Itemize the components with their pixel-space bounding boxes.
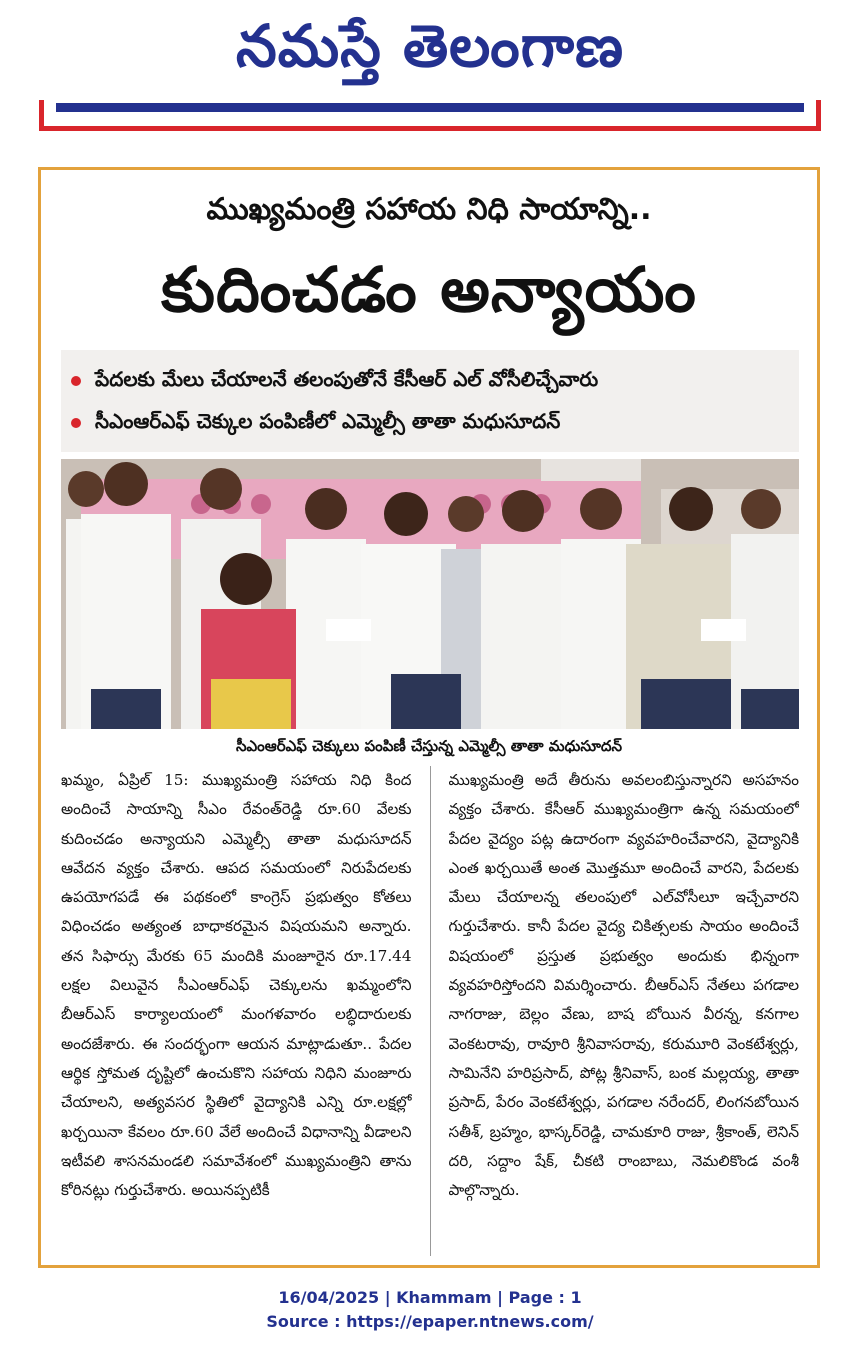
footer-date-line: 16/04/2025 | Khammam | Page : 1 xyxy=(278,1288,582,1307)
highlight-text: సీఎంఆర్ఎఫ్ చెక్కుల పంపిణీలో ఎమ్మెల్సీ తాతా మధుసూదన్ xyxy=(95,408,561,433)
masthead xyxy=(0,0,860,140)
highlight-text: పేదలకు మేలు చేయాలనే తలంపుతోనే కేసీఆర్ ఎల్ వోసీలిచ్చేవారు xyxy=(95,366,599,391)
body-column-right: ముఖ్యమంత్రి అదే తీరును అవలంబిస్తున్నారని అసహనం వ్యక్తం చేశారు. కేసీఆర్ ముఖ్యమంత్రిగా ఉన్న సమయంలో పేదల వైద్యం పట్ల ఉదారంగా వ్యవహరించేవారని, వైద్యానికి ఎంత ఖర్చయితే అంత మొత్తమూ అందించే వారని, పేదలకు మేలు చేయాలన్న తలంపులో ఎల్‌వోసీలూ ఇచ్చేవారని గుర్తుచేశారు. కానీ పేదల వైద్య చికిత్సలకు సాయం అందించే విషయంలో ప్రస్తుత ప్రభుత్వం అందుకు భిన్నంగా వ్యవహరిస్తోందని విమర్శించారు. బీఆర్ఎస్ నేతలు పగడాల నాగరాజు, బెల్లం వేణు, బాష బోయిన వీరన్న, కనగాల వెంకటరావు, రావూరి శ్రీనివాసరావు, కరుమూరి వెంకటేశ్వర్లు, సామినేని హరిప్రసాద్, పోట్ల శ్రీనివాస్, బంక మల్లయ్య, తాతా ప్రసాద్, పేరం వెంకటేశ్వర్లు, పగడాల నరేందర్, లింగనబోయిన సతీశ్, బ్రహ్మం, భాస్కర్‌రెడ్డి, చామకూరి రాజు, శ్రీకాంత్, లెనిన్ దరి, సద్దాం షేక్, చీకటి రాంబాబు, నెమలికొండ వంశీ పాల్గొన్నారు. xyxy=(448,771,799,1200)
group-photo-image xyxy=(61,459,799,729)
article-headline: కుదించడం అన్యాయం xyxy=(161,253,697,326)
article-kicker: ముఖ్యమంత్రి సహాయ నిధి సాయాన్ని.. xyxy=(206,192,652,227)
bullet-dot-icon xyxy=(71,418,81,428)
article-body xyxy=(61,766,799,1256)
newspaper-logo: నమస్తే తెలంగాణ xyxy=(236,12,624,80)
masthead-blue-rule xyxy=(56,103,804,112)
highlight-box xyxy=(61,350,799,452)
photo-caption: సీఎంఆర్ఎఫ్ చెక్కులు పంపిణీ చేస్తున్న ఎమ్మెల్సీ తాతా మధుసూదన్ xyxy=(235,737,623,755)
column-divider xyxy=(430,766,431,1256)
highlight-bullet xyxy=(71,402,799,444)
highlight-bullet xyxy=(71,360,799,402)
footer-source-line: Source : https://epaper.ntnews.com/ xyxy=(266,1312,594,1331)
news-photo xyxy=(61,459,799,729)
body-column-left: ఖమ్మం, ఏప్రిల్ 15: ముఖ్యమంత్రి సహాయ నిధి కింద అందించే సాయాన్ని సీఎం రేవంత్‌రెడ్డి రూ.60 వేలకు కుదించడం అన్యాయని ఎమ్మెల్సీ తాతా మధుసూదన్ ఆవేదన వ్యక్తం చేశారు. ఆపద సమయంలో నిరుపేదలకు ఉపయోగపడే ఈ పథకంలో కాంగ్రెస్ ప్రభుత్వం కోతలు విధించడం అత్యంత బాధాకరమైన విషయమని అన్నారు. తన సిఫార్సు మేరకు 65 మందికి మంజూరైన రూ.17.44 లక్షల విలువైన సీఎంఆర్ఎఫ్ చెక్కులను ఖమ్మంలోని బీఆర్ఎస్ కార్యాలయంలో మంగళవారం లబ్ధిదారులకు అందజేశారు. ఈ సందర్భంగా ఆయన మాట్లాడుతూ.. పేదల ఆర్థిక స్తోమత దృష్టిలో ఉంచుకొని సహాయ నిధిని మంజూరు చేయాలని, అత్యవసర స్థితిలో వైద్యానికి ఎన్ని రూ.లక్షల్లో ఖర్చయినా కేవలం రూ.60 వేలే అందించే విధానాన్ని వీడాలని ఇటీవలి శాసనమండలి సమావేశంలో ముఖ్యమంత్రిని తాను కోరినట్లు గుర్తుచేశారు. అయినప్పటికీ xyxy=(61,771,412,1200)
masthead-red-rule-bottom xyxy=(39,126,821,131)
bullet-dot-icon xyxy=(71,376,81,386)
article-clipping xyxy=(38,167,820,1268)
